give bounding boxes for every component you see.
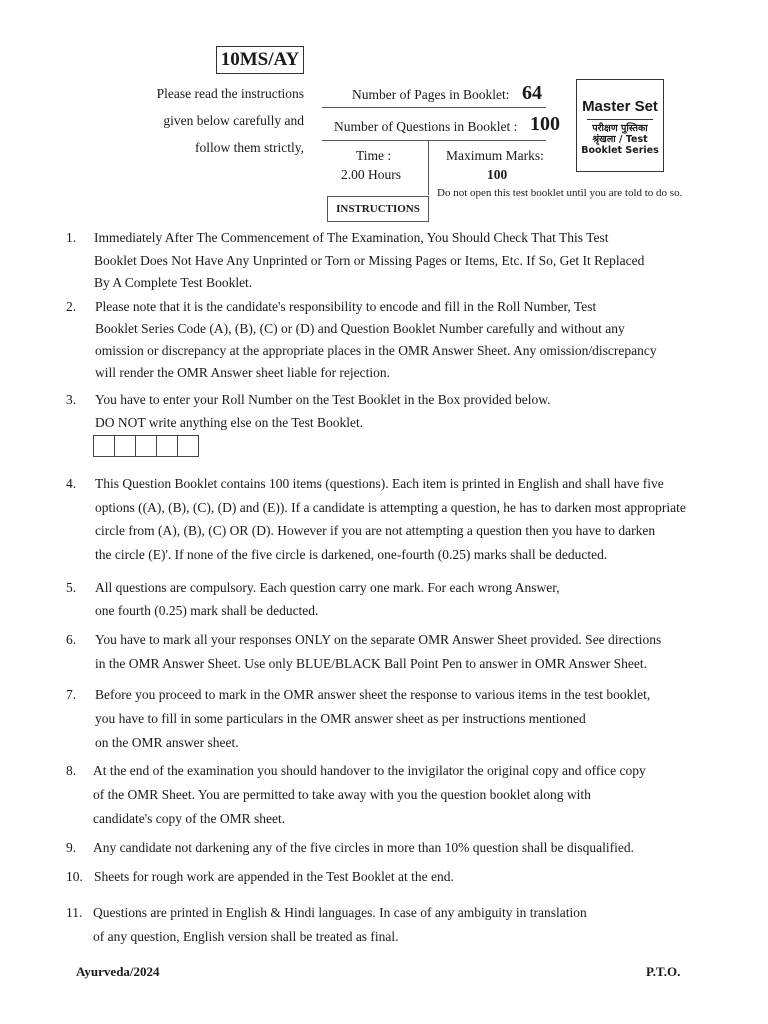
- list-item: [66, 577, 746, 623]
- list-item: [66, 629, 746, 675]
- intro-line-3: follow them strictly,: [195, 140, 304, 155]
- list-item: [66, 837, 746, 861]
- item-text: Before you proceed to mark in the OMR answer sheet the response to various items in the test booklet,: [95, 687, 651, 702]
- list-item: [66, 296, 746, 386]
- master-set-line3: Booklet Series: [581, 145, 659, 156]
- item-text: Booklet Series Code (A), (B), (C) or (D) and Question Booklet Number carefully and without any: [95, 321, 625, 336]
- item-text: in the OMR Answer Sheet. Use only BLUE/BLACK Ball Point Pen to answer in OMR Answer Sheet.: [95, 656, 647, 671]
- item-text: By A Complete Test Booklet.: [94, 275, 253, 290]
- item-number: 1.: [66, 230, 77, 245]
- list-item: [66, 902, 746, 948]
- item-text: Any candidate not darkening any of the five circles in more than 10% question shall be disqualified.: [93, 840, 634, 855]
- item-text: Sheets for rough work are appended in the Test Booklet at the end.: [94, 869, 454, 884]
- item-text: the circle (E)'. If none of the five circle is darkened, one-fourth (0.25) marks shall be deducted.: [95, 546, 608, 562]
- roll-number-cell[interactable]: [177, 435, 199, 457]
- item-text: At the end of the examination you should handover to the invigilator the original copy and office copy: [93, 763, 646, 778]
- master-set-line2: श्रृंखला / Test: [592, 134, 648, 145]
- item-text: You have to mark all your responses ONLY on the separate OMR Answer Sheet provided. See directions: [95, 632, 662, 647]
- item-number: 9.: [66, 840, 77, 855]
- questions-label: Number of Questions in Booklet :: [334, 119, 518, 134]
- marks-value: 100: [487, 167, 508, 182]
- divider: [428, 140, 429, 195]
- divider: [322, 140, 546, 141]
- item-number: 6.: [66, 632, 77, 647]
- list-item: [66, 760, 746, 830]
- intro-line-1: Please read the instructions: [156, 86, 304, 101]
- item-text: Please note that it is the candidate's responsibility to encode and fill in the Roll Number, Test: [95, 299, 597, 314]
- item-text: All questions are compulsory. Each question carry one mark. For each wrong Answer,: [95, 580, 560, 595]
- list-item: [66, 684, 746, 754]
- divider: [322, 107, 546, 108]
- roll-number-cell[interactable]: [135, 435, 157, 457]
- item-text: one fourth (0.25) mark shall be deducted.: [95, 603, 319, 618]
- roll-number-cell[interactable]: [93, 435, 115, 457]
- time-label: Time :: [356, 148, 392, 163]
- item-text: candidate's copy of the OMR sheet.: [93, 811, 286, 826]
- list-item: [66, 227, 746, 295]
- item-text: Questions are printed in English & Hindi languages. In case of any ambiguity in translation: [93, 905, 587, 920]
- time-value: 2.00 Hours: [341, 167, 401, 182]
- footer-right: P.T.O.: [646, 964, 681, 979]
- item-text: will render the OMR Answer sheet liable for rejection.: [95, 365, 391, 380]
- questions-value: 100: [530, 113, 560, 135]
- intro-line-2: given below carefully and: [163, 113, 304, 128]
- roll-number-cell[interactable]: [114, 435, 136, 457]
- item-text: of any question, English version shall be treated as final.: [93, 929, 399, 944]
- item-text: omission or discrepancy at the appropriate places in the OMR Answer Sheet. Any omission/discrepancy: [95, 343, 657, 358]
- item-text: circle from (A), (B), (C) OR (D). However if you are not attempting a question then you have to darken: [95, 523, 656, 538]
- item-number: 4.: [66, 476, 77, 491]
- master-set-title: Master Set: [582, 98, 658, 115]
- item-text: of the OMR Sheet. You are permitted to take away with you the question booklet along with: [93, 787, 591, 802]
- list-item: [66, 473, 756, 569]
- marks-label: Maximum Marks:: [446, 148, 544, 163]
- item-number: 3.: [66, 392, 77, 407]
- item-text: You have to enter your Roll Number on the Test Booklet in the Box provided below.: [95, 392, 551, 407]
- open-note: Do not open this test booklet until you are told to do so.: [437, 187, 683, 199]
- item-number: 8.: [66, 763, 77, 778]
- item-number: 7.: [66, 687, 77, 702]
- item-text: DO NOT write anything else on the Test Booklet.: [95, 415, 364, 430]
- item-text: Booklet Does Not Have Any Unprinted or Torn or Missing Pages or Items, Etc. If So, Get It Replaced: [94, 252, 645, 268]
- item-number: 10.: [66, 869, 83, 884]
- item-text: options ((A), (B), (C), (D) and (E)). If a candidate is attempting a question, he has to darken most appropriate: [95, 499, 686, 515]
- item-number: 11.: [66, 905, 83, 920]
- master-set-box: [576, 79, 664, 172]
- item-number: 5.: [66, 580, 77, 595]
- instructions-heading: INSTRUCTIONS: [327, 196, 429, 222]
- item-text: on the OMR answer sheet.: [95, 735, 239, 750]
- booklet-code: 10MS/AY: [216, 46, 304, 74]
- item-text: you have to fill in some particulars in the OMR answer sheet as per instructions mentioned: [95, 711, 586, 726]
- item-text: This Question Booklet contains 100 items (questions). Each item is printed in English and shall have five: [95, 476, 664, 491]
- pages-value: 64: [522, 82, 542, 104]
- divider: [587, 119, 653, 120]
- footer-left: Ayurveda/2024: [76, 964, 160, 979]
- list-item: [66, 389, 746, 435]
- master-set-hindi: परीक्षण पुस्तिका: [592, 123, 648, 134]
- roll-number-boxes[interactable]: [94, 435, 199, 457]
- roll-number-cell[interactable]: [156, 435, 178, 457]
- item-number: 2.: [66, 299, 77, 314]
- item-text: Immediately After The Commencement of The Examination, You Should Check That This Test: [94, 230, 609, 245]
- list-item: [66, 866, 746, 890]
- pages-label: Number of Pages in Booklet:: [352, 87, 510, 102]
